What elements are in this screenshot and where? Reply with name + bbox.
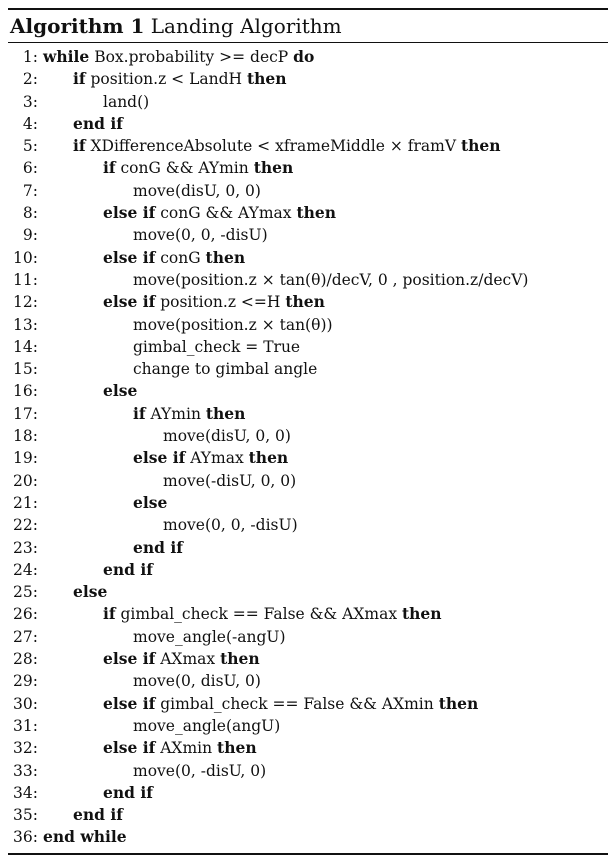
keyword: end if [73, 113, 123, 133]
keyword: if [73, 136, 86, 156]
line-number: 6: [22, 159, 38, 178]
keyword: else if [103, 247, 156, 267]
line-number: 35: [13, 806, 38, 825]
keyword: if [103, 158, 116, 178]
algorithm-line [8, 492, 608, 514]
algorithm-line [8, 291, 608, 313]
line-number: 31: [13, 716, 38, 735]
algorithm-line [8, 336, 608, 358]
line-code [103, 291, 325, 313]
algorithm-line [8, 403, 608, 425]
code-text: change to gimbal angle [133, 360, 318, 379]
line-number: 30: [13, 694, 38, 713]
keyword: else if [103, 203, 156, 223]
algorithm-line [8, 113, 608, 135]
line-number: 15: [13, 360, 38, 379]
code-text: move(disU, 0, 0) [163, 427, 291, 446]
line-code [103, 693, 478, 715]
algorithm-line [8, 737, 608, 759]
algorithm-line [8, 202, 608, 224]
line-code [73, 581, 107, 603]
line-code [103, 380, 137, 402]
algorithm-caption [8, 10, 608, 42]
algorithm-line [8, 782, 608, 804]
algorithm-line [8, 537, 608, 559]
line-number: 3: [22, 92, 38, 111]
code-text: conG && AYmax [155, 204, 297, 223]
line-code [103, 91, 149, 113]
line-code [103, 782, 153, 804]
code-text: XDifferenceAbsolute < xframeMiddle × framV [85, 137, 461, 156]
keyword: then [438, 693, 479, 713]
bottom-rule [8, 853, 608, 855]
line-code [133, 224, 268, 246]
code-text: move(0, 0, -disU) [133, 226, 268, 245]
algorithm-line [8, 626, 608, 648]
line-code [133, 715, 280, 737]
algorithm-line [8, 581, 608, 603]
line-code [73, 804, 123, 826]
line-number: 14: [13, 337, 38, 356]
code-text: move(-disU, 0, 0) [163, 471, 297, 490]
line-number: 9: [22, 226, 38, 245]
line-code [103, 247, 245, 269]
code-text: move(0, 0, -disU) [163, 516, 298, 535]
line-number: 2: [22, 70, 38, 89]
algorithm-line [8, 358, 608, 380]
line-number: 4: [22, 114, 38, 133]
keyword: then [402, 604, 442, 624]
line-code [103, 202, 336, 224]
code-text: move_angle(angU) [133, 716, 281, 735]
algorithm-line [8, 470, 608, 492]
line-number: 8: [22, 204, 38, 223]
line-code [103, 603, 442, 625]
keyword: else if [133, 448, 186, 468]
algorithm-line [8, 826, 608, 848]
algorithm-line [8, 314, 608, 336]
line-code [133, 269, 528, 291]
algorithm-line [8, 269, 608, 291]
code-text: gimbal_check == False && AXmax [115, 605, 402, 624]
line-code [163, 470, 296, 492]
keyword: if [73, 69, 86, 89]
keyword: if [133, 403, 146, 423]
keyword: else if [103, 292, 156, 312]
line-code [133, 670, 261, 692]
line-number: 28: [13, 650, 38, 669]
line-code [103, 737, 257, 759]
line-code [163, 425, 291, 447]
line-number: 5: [22, 137, 38, 156]
keyword: then [220, 649, 260, 669]
line-code [103, 157, 293, 179]
line-number: 26: [13, 605, 38, 624]
algorithm-line [8, 760, 608, 782]
keyword: end if [103, 782, 153, 802]
keyword: else [73, 582, 108, 602]
code-text: land() [103, 92, 150, 111]
line-code [133, 626, 286, 648]
caption-label: Algorithm 1 [10, 14, 145, 38]
caption-title: Landing Algorithm [150, 14, 342, 38]
line-number: 33: [13, 761, 38, 780]
code-text: gimbal_check = True [133, 337, 301, 356]
line-code [133, 336, 300, 358]
code-text: position.z < LandH [85, 70, 247, 89]
algorithm-line [8, 693, 608, 715]
code-text: AXmax [155, 650, 221, 669]
code-text: AXmin [155, 739, 218, 758]
line-number: 1: [22, 48, 38, 66]
algorithm-line [8, 514, 608, 536]
line-code [73, 68, 287, 90]
line-code [133, 403, 245, 425]
keyword: then [460, 136, 501, 156]
algorithm-line [8, 247, 608, 269]
line-number: 10: [13, 248, 38, 267]
line-code [133, 537, 183, 559]
line-code [133, 358, 317, 380]
line-number: 32: [13, 739, 38, 758]
keyword: then [253, 158, 294, 178]
algorithm-line [8, 648, 608, 670]
line-number: 29: [13, 672, 38, 691]
keyword: then [205, 247, 246, 267]
algorithm-line [8, 46, 608, 68]
line-number: 24: [13, 560, 38, 579]
keyword: then [248, 448, 289, 468]
code-text: move_angle(-angU) [133, 627, 286, 646]
keyword: else if [103, 649, 156, 669]
keyword: do [293, 47, 315, 66]
keyword: then [205, 403, 246, 423]
code-text: AYmin [145, 404, 206, 423]
keyword: while [43, 47, 90, 66]
code-text: move(position.z × tan(θ)/decV, 0 , position.z/decV) [133, 270, 529, 289]
line-code [133, 314, 333, 336]
line-number: 16: [13, 382, 38, 401]
line-code [103, 559, 153, 581]
algorithm-line [8, 91, 608, 113]
line-code [73, 113, 123, 135]
keyword: then [217, 738, 257, 758]
line-number: 19: [13, 449, 38, 468]
line-code [133, 760, 266, 782]
line-number: 13: [13, 315, 38, 334]
keyword: end while [43, 827, 127, 847]
line-number: 36: [13, 828, 38, 847]
line-number: 25: [13, 583, 38, 602]
line-number: 17: [13, 404, 38, 423]
algorithm-line [8, 380, 608, 402]
code-text: conG && AYmin [115, 159, 254, 178]
line-number: 22: [13, 516, 38, 535]
keyword: end if [103, 559, 153, 579]
code-text: Box.probability >= decP [89, 48, 294, 66]
algorithm-line [8, 559, 608, 581]
algorithm-line [8, 135, 608, 157]
algorithm-line [8, 68, 608, 90]
algorithm-line [8, 715, 608, 737]
algorithm-line [8, 157, 608, 179]
keyword: end if [133, 537, 183, 557]
algorithm-line [8, 224, 608, 246]
line-code [43, 826, 127, 848]
code-text: move(disU, 0, 0) [133, 181, 261, 200]
algorithm-line [8, 603, 608, 625]
code-text: move(0, -disU, 0) [133, 761, 267, 780]
line-number: 12: [13, 293, 38, 312]
algorithm-box [8, 8, 608, 855]
keyword: end if [73, 805, 123, 825]
keyword: if [103, 604, 116, 624]
line-code [163, 514, 298, 536]
keyword: else [103, 381, 138, 401]
keyword: then [296, 203, 337, 223]
code-text: move(0, disU, 0) [133, 672, 261, 691]
code-text: gimbal_check == False && AXmin [155, 694, 439, 713]
line-number: 27: [13, 627, 38, 646]
line-number: 34: [13, 783, 38, 802]
algorithm-lines [8, 43, 608, 853]
line-code [73, 135, 501, 157]
line-number: 20: [13, 471, 38, 490]
keyword: then [246, 69, 287, 89]
keyword: else [133, 492, 168, 512]
line-number: 23: [13, 538, 38, 557]
line-number: 7: [22, 181, 38, 200]
keyword: else if [103, 738, 156, 758]
code-text: move(position.z × tan(θ)) [133, 315, 333, 334]
code-text: conG [155, 248, 206, 267]
line-code [43, 46, 314, 68]
keyword: then [285, 292, 325, 312]
algorithm-line [8, 180, 608, 202]
line-code [133, 180, 261, 202]
keyword: else if [103, 693, 156, 713]
algorithm-line [8, 670, 608, 692]
algorithm-line [8, 447, 608, 469]
algorithm-line [8, 425, 608, 447]
line-number: 11: [13, 270, 38, 289]
code-text: position.z <=H [155, 293, 286, 312]
algorithm-line [8, 804, 608, 826]
line-number: 21: [13, 493, 38, 512]
code-text: AYmax [185, 449, 249, 468]
line-number: 18: [13, 427, 38, 446]
line-code [103, 648, 260, 670]
line-code [133, 492, 167, 514]
line-code [133, 447, 288, 469]
